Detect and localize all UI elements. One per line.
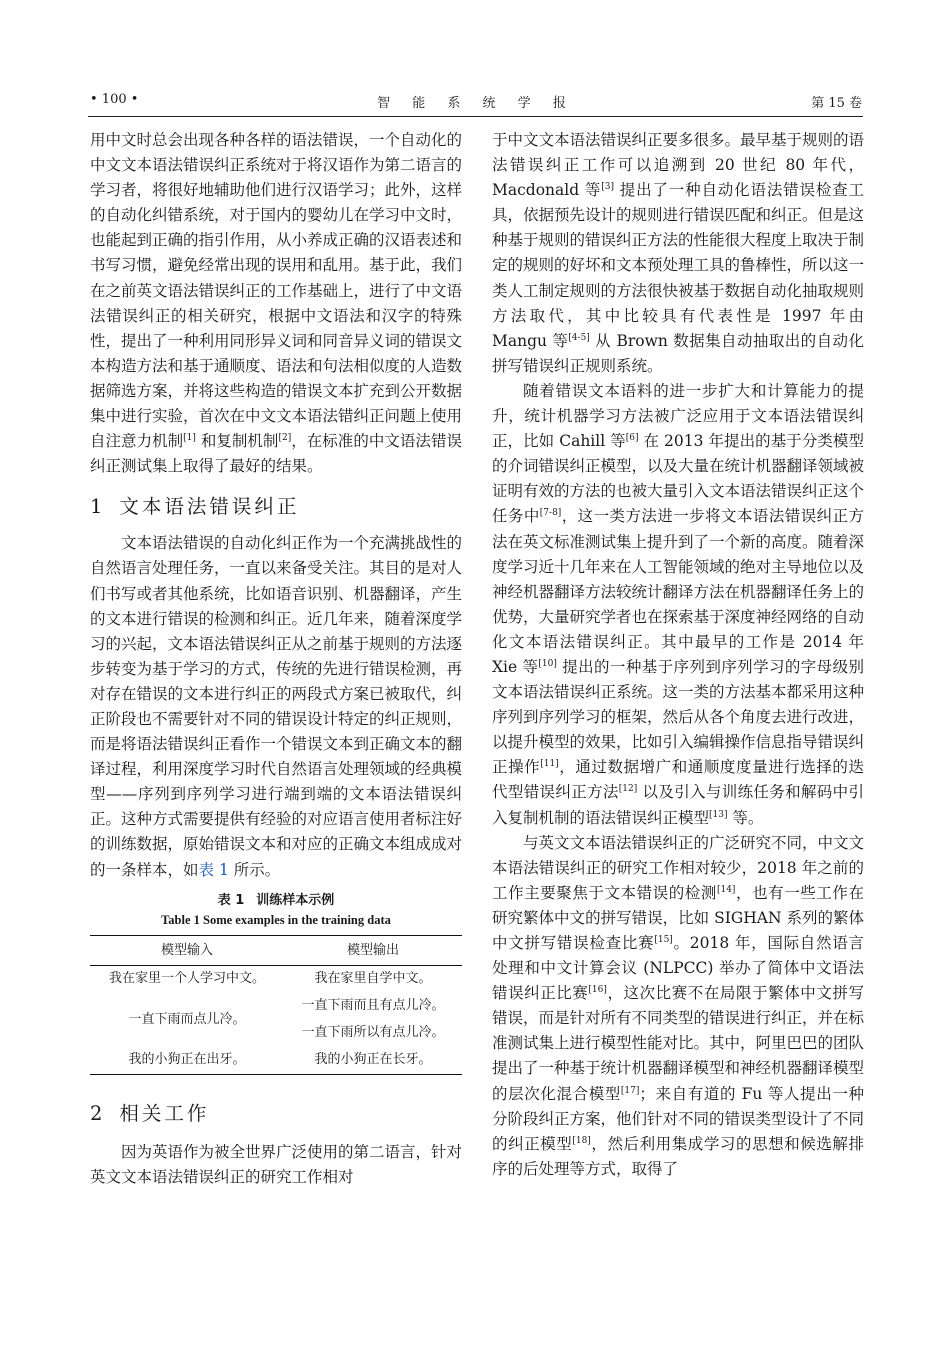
model-output-cell: 我在家里自学中文。 [314, 971, 432, 987]
text-run: ；来自有道的 Fu 等人提出一种分阶段纠正方案，他们针对不同的错误类型设计了不同的纠正模型 [492, 1084, 865, 1153]
header-rule [88, 116, 863, 117]
citation[interactable]: [7-8] [539, 508, 562, 519]
table-caption-en: Table 1 Some examples in the training data [161, 912, 391, 927]
citation[interactable]: [11] [540, 759, 559, 770]
text-run: 所示。 [228, 860, 281, 879]
page-number: • 100 • [90, 92, 139, 107]
text-run: ，这次比赛不在局限于繁体中文拼写错误，而是针对所有不同类型的错误进行纠正，并在标准测试集上进行模型性能对比。其中，阿里巴巴的团队提出了一种基于统计机器翻译模型和神经机器翻译模型的层次化混合模型 [492, 984, 865, 1103]
text-run: ，这一类方法进一步将文本语法错误纠正方法在英文标准测试集上提升到了一个新的高度。随着深度学习近十几年来在人工智能领域的绝对主导地位以及神经机器翻译方法较统计翻译方法在机器翻译任务上的优势，大量研究学者也在探索基于深度神经网络的自动化文本语法错误纠正。其中最早的工作是 2014 年 Xie 等 [492, 507, 865, 676]
model-input-cell: 我的小狗正在出牙。 [90, 1047, 284, 1075]
section-heading-1 [90, 494, 462, 520]
text-run: 提出了一种自动化语法错误检查工具，依据预先设计的规则进行错误匹配和纠正。但是这种基于规则的错误纠正方法的性能很大程度上取决于制定的规则的好坏和文本预处理工具的鲁棒性，所以这一类人工制定规则的方法很快被基于数据自动化抽取规则方法取代，其中比较具有代表性是 1997 年由 Mangu 等 [492, 181, 865, 350]
paragraph: 因为英语作为被全世界广泛使用的第二语言，针对英文文本语法错误纠正的研究工作相对 [90, 1142, 463, 1186]
right-column [492, 128, 864, 1182]
citation[interactable]: [14] [716, 884, 736, 895]
paragraph [492, 128, 864, 379]
text-run: 等。 [727, 808, 764, 827]
column-header-input: 模型输入 [90, 935, 284, 965]
model-output-cell: 一直下雨所以有点儿冷。 [301, 1025, 445, 1041]
model-output-cell: 我的小狗正在长牙。 [284, 1047, 462, 1075]
training-samples-table [90, 935, 462, 1075]
citation[interactable]: [12] [618, 784, 638, 795]
citation[interactable]: [2] [278, 432, 292, 443]
model-input-cell: 我在家里一个人学习中文。 [109, 971, 266, 987]
journal-title: 智 能 系 统 学 报 [377, 96, 575, 111]
text-run: ，通过数据增广和通顺度度量进行选择的迭代型错误纠正方法 [492, 758, 864, 802]
text-run: ，也有一些工作在研究繁体中文的拼写错误，比如 SIGHAN 系列的繁体中文拼写错误检查比赛 [492, 883, 864, 952]
paragraph [492, 379, 864, 831]
table-reference-link[interactable]: 表 1 [198, 860, 229, 879]
text-run: 文本语法错误的自动化纠正作为一个充满挑战性的自然语言处理任务，一直以来备受关注。其目的是对人们书写或者其他系统，比如语音识别、机器翻译，产生的文本进行错误的检测和纠正。近几年来，随着深度学习的兴起，文本语法错误纠正从之前基于规则的方法逐步转变为基于学习的方式，传统的先进行错误检测，再对存在错误的文本进行纠正的两段式方案已被取代，纠正阶段也不需要针对不同的错误设计特定的纠正规则，而是将语法错误纠正看作一个错误文本到正确文本的翻译过程，利用深度学习时代自然语言处理领域的经典模型——序列到序列学习进行端到端的文本语法错误纠正。这种方式需要提供有经验的对应语言使用者标注好的训练数据，原始错误文本和对应的正确文本组成成对的一条样本，如 [90, 534, 463, 879]
text-run: 和复制机制 [195, 432, 279, 451]
volume-label: 第 15 卷 [811, 96, 862, 111]
column-header-output: 模型输出 [284, 935, 462, 965]
text-run: 随着错误文本语料的进一步扩大和计算能力的提升，统计机器学习方法被广泛应用于文本语法错误纠正，比如 Cahill 等 [492, 381, 864, 451]
section-title: 相关工作 [119, 1101, 210, 1125]
paragraph [90, 128, 462, 479]
text-run: 用中文时总会出现各种各样的语法错误，一个自动化的中文文本语法错误纠正系统对于将汉语作为第二语言的学习者，将很好地辅助他们进行汉语学习；此外，这样的自动化纠错系统，对于国内的婴幼儿在学习中文时，也能起到正确的指引作用，从小养成正确的汉语表述和书写习惯，避免经常出现的误用和乱用。基于此，我们在之前英文语法错误纠正的工作基础上，进行了中文语法错误纠正的相关研究，根据中文语法和汉字的特殊性，提出了一种利用同形异义词和同音异义词的错误文本构造方法和基于通顺度、语法和句法相似度的人造数据筛选方案，并将这些构造的错误文本扩充到公开数据集中进行实验，首次在中文文本语法错纠正问题上使用自注意力机制 [90, 131, 463, 451]
section-number: 1 [90, 495, 106, 519]
paragraph [90, 531, 462, 882]
text-run: 与英文文本语法错误纠正的广泛研究不同，中文文本语法错误纠正的研究工作相对较少，2018 年之前的工作主要聚焦于文本错误的检测 [492, 833, 865, 902]
text-run: 从 Brown 数据集自动抽取出的自动化拼写错误纠正规则系统。 [492, 331, 864, 375]
table-header-row [90, 935, 462, 965]
table-row [90, 1047, 462, 1075]
section-heading-2 [90, 1101, 462, 1127]
citation[interactable]: [16] [588, 985, 607, 996]
text-run: 在 2013 年提出的基于分类模型的介词错误纠正模型，以及大量在统计机器翻译领域被证明有效的方法的也被大量引入文本语法错误纠正这个任务中 [492, 432, 865, 526]
text-run: 于中文文本语法错误纠正要多很多。最早基于规则的语法错误纠正工作可以追溯到 20 世纪 80 年代，Macdonald 等 [492, 131, 865, 200]
section-title: 文本语法错误纠正 [119, 495, 300, 519]
table-row [90, 993, 462, 1020]
text-run: 以及引入与训练任务和解码中引入复制机制的语法错误纠正模型 [492, 783, 864, 827]
citation[interactable]: [18] [572, 1135, 591, 1146]
citation[interactable]: [1] [183, 432, 196, 443]
left-column [90, 128, 462, 1190]
citation[interactable]: [3] [601, 182, 615, 193]
section-number: 2 [90, 1101, 106, 1125]
table-label: 表 1 [217, 892, 245, 908]
text-run: ，在标准的中文语法错误纠正测试集上取得了最好的结果。 [90, 432, 462, 476]
model-output-cell: 一直下雨而且有点儿冷。 [301, 998, 445, 1014]
table-caption-cn [90, 891, 462, 911]
table-caption-text: 训练样本示例 [256, 892, 335, 908]
citation[interactable]: [10] [538, 658, 557, 669]
citation[interactable]: [6] [625, 432, 639, 443]
citation[interactable]: [15] [654, 934, 673, 945]
text-run: 。2018 年，国际自然语言处理和中文计算会议 (NLPCC) 举办了简体中文语法错误纠正比赛 [492, 934, 864, 1003]
citation[interactable]: [4-5] [568, 332, 590, 343]
citation[interactable]: [13] [709, 809, 728, 820]
paragraph [492, 831, 864, 1182]
table-row [90, 965, 462, 993]
running-header [90, 92, 862, 114]
model-input-cell: 一直下雨而点儿冷。 [128, 1011, 246, 1027]
text-run: 提出的一种基于序列到序列学习的字母级别文本语法错误纠正系统。这一类的方法基本都采用这种序列到序列学习的框架，然后从各个角度去进行改进，以提升模型的效果，比如引入编辑操作信息指导错误纠正操作 [492, 657, 865, 777]
citation[interactable]: [17] [620, 1085, 640, 1096]
text-run: ，然后利用集成学习的思想和候选解排序的后处理等方式，取得了 [492, 1134, 864, 1178]
